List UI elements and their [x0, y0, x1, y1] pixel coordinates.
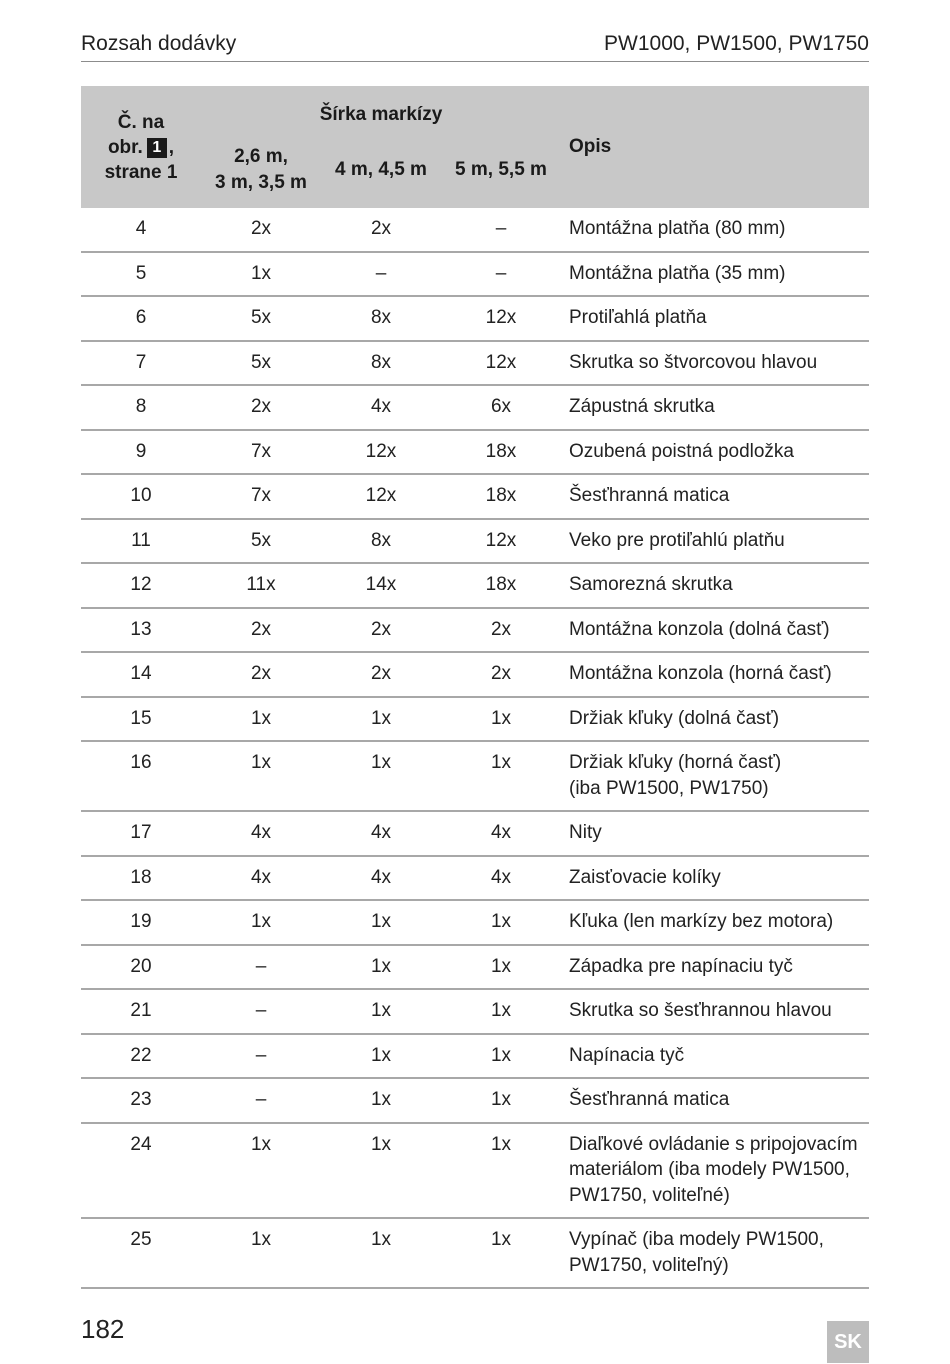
part-number-cell: 12: [81, 563, 201, 608]
quantity-width-1-cell: 5x: [201, 341, 321, 386]
table-row: [81, 811, 869, 856]
description-cell: [561, 741, 869, 811]
quantity-width-3-cell: 1x: [441, 900, 561, 945]
column-header-width-3: 5 m, 5,5 m: [441, 132, 561, 208]
part-number-cell: 5: [81, 252, 201, 297]
part-number-cell: 11: [81, 519, 201, 564]
quantity-width-1-cell: 1x: [201, 1218, 321, 1288]
description-line: Skrutka so šesťhrannou hlavou: [569, 1000, 832, 1021]
quantity-width-1-cell: –: [201, 989, 321, 1034]
part-number-cell: 21: [81, 989, 201, 1034]
table-row: [81, 856, 869, 901]
description-line: Veko pre protiľahlú platňu: [569, 529, 785, 551]
description-line: Nity: [569, 822, 602, 843]
quantity-width-3-cell: 1x: [441, 945, 561, 990]
quantity-width-2-cell: 4x: [321, 856, 441, 901]
quantity-width-3-cell: 12x: [441, 296, 561, 341]
column-group-awning-width: Šírka markízy: [201, 86, 561, 132]
description-line: Šesťhranná matica: [569, 1089, 730, 1110]
description-cell: [561, 208, 869, 252]
part-number-cell: 25: [81, 1218, 201, 1288]
description-cell: [561, 900, 869, 945]
table-row: [81, 341, 869, 386]
table-row: [81, 900, 869, 945]
description-line: Kľuka (len markízy bez motora): [569, 911, 834, 932]
description-cell: [561, 608, 869, 653]
description-line: PW1750, voliteľný): [569, 1254, 729, 1276]
quantity-width-1-cell: 1x: [201, 252, 321, 297]
part-number-cell: 10: [81, 474, 201, 519]
part-number-cell: 17: [81, 811, 201, 856]
part-number-cell: 24: [81, 1123, 201, 1219]
quantity-width-2-cell: 1x: [321, 945, 441, 990]
model-list: PW1000, PW1500, PW1750: [604, 32, 869, 55]
description-cell: [561, 341, 869, 386]
page-number: 182: [81, 1314, 125, 1344]
table-row: [81, 1034, 869, 1079]
description-cell: [561, 652, 869, 697]
table-row: [81, 989, 869, 1034]
quantity-width-2-cell: 8x: [321, 341, 441, 386]
quantity-width-2-cell: 1x: [321, 1034, 441, 1079]
part-number-cell: 4: [81, 208, 201, 252]
part-number-cell: 16: [81, 741, 201, 811]
description-cell: [561, 474, 869, 519]
quantity-width-1-cell: 2x: [201, 608, 321, 653]
parts-table-body: [81, 208, 869, 1288]
table-row: [81, 697, 869, 742]
parts-table: [81, 86, 869, 1289]
part-number-cell: 22: [81, 1034, 201, 1079]
description-line: Ozubená poistná podložka: [569, 440, 794, 462]
description-line: Západka pre napínaciu tyč: [569, 955, 793, 977]
table-row: [81, 1218, 869, 1288]
description-line: Samorezná skrutka: [569, 574, 733, 595]
quantity-width-1-cell: 7x: [201, 474, 321, 519]
description-cell: [561, 811, 869, 856]
quantity-width-3-cell: 2x: [441, 652, 561, 697]
part-number-cell: 6: [81, 296, 201, 341]
table-row: [81, 1078, 869, 1123]
description-cell: [561, 430, 869, 475]
quantity-width-2-cell: 12x: [321, 430, 441, 475]
column-header-description: Opis: [561, 86, 869, 208]
quantity-width-3-cell: 2x: [441, 608, 561, 653]
description-cell: [561, 1218, 869, 1288]
quantity-width-2-cell: 1x: [321, 1078, 441, 1123]
quantity-width-1-cell: 2x: [201, 652, 321, 697]
description-line: Napínacia tyč: [569, 1044, 685, 1066]
quantity-width-3-cell: 18x: [441, 563, 561, 608]
description-cell: [561, 296, 869, 341]
description-line: Šesťhranná matica: [569, 485, 730, 506]
quantity-width-1-cell: 1x: [201, 697, 321, 742]
quantity-width-2-cell: 12x: [321, 474, 441, 519]
quantity-width-1-cell: 4x: [201, 811, 321, 856]
quantity-width-2-cell: 1x: [321, 697, 441, 742]
quantity-width-3-cell: 1x: [441, 989, 561, 1034]
description-cell: [561, 989, 869, 1034]
description-cell: [561, 1123, 869, 1219]
part-number-cell: 19: [81, 900, 201, 945]
description-line: Diaľkové ovládanie s pripojovacím: [569, 1133, 858, 1155]
column-header-width-1: 2,6 m, 3 m, 3,5 m: [201, 132, 321, 208]
quantity-width-1-cell: 5x: [201, 296, 321, 341]
quantity-width-2-cell: 1x: [321, 1123, 441, 1219]
page-header: [81, 28, 869, 62]
figure-reference-badge: 1: [147, 138, 167, 158]
table-row: [81, 652, 869, 697]
quantity-width-2-cell: 8x: [321, 296, 441, 341]
quantity-width-3-cell: 18x: [441, 474, 561, 519]
part-number-cell: 13: [81, 608, 201, 653]
description-cell: [561, 856, 869, 901]
part-number-cell: 15: [81, 697, 201, 742]
description-cell: [561, 697, 869, 742]
description-cell: [561, 252, 869, 297]
table-row: [81, 252, 869, 297]
quantity-width-3-cell: 12x: [441, 519, 561, 564]
quantity-width-2-cell: 8x: [321, 519, 441, 564]
quantity-width-1-cell: –: [201, 1078, 321, 1123]
quantity-width-3-cell: 1x: [441, 741, 561, 811]
quantity-width-3-cell: 12x: [441, 341, 561, 386]
quantity-width-2-cell: 14x: [321, 563, 441, 608]
table-row: [81, 945, 869, 990]
quantity-width-3-cell: 6x: [441, 385, 561, 430]
quantity-width-3-cell: 4x: [441, 811, 561, 856]
part-number-cell: 7: [81, 341, 201, 386]
description-cell: [561, 1078, 869, 1123]
description-line: Držiak kľuky (horná časť): [569, 752, 782, 773]
description-line: Skrutka so štvorcovou hlavou: [569, 351, 818, 373]
table-row: [81, 430, 869, 475]
table-row: [81, 608, 869, 653]
table-row: [81, 474, 869, 519]
quantity-width-2-cell: 4x: [321, 385, 441, 430]
section-title: Rozsah dodávky: [81, 32, 237, 55]
language-badge: SK: [827, 1321, 869, 1363]
description-cell: [561, 563, 869, 608]
quantity-width-1-cell: 7x: [201, 430, 321, 475]
quantity-width-2-cell: 2x: [321, 608, 441, 653]
table-header-row: [81, 86, 869, 132]
table-row: [81, 741, 869, 811]
part-number-cell: 23: [81, 1078, 201, 1123]
table-row: [81, 1123, 869, 1219]
description-line: Vypínač (iba modely PW1500,: [569, 1229, 824, 1250]
quantity-width-2-cell: 4x: [321, 811, 441, 856]
part-number-cell: 8: [81, 385, 201, 430]
quantity-width-1-cell: 1x: [201, 1123, 321, 1219]
quantity-width-2-cell: 1x: [321, 989, 441, 1034]
part-number-cell: 20: [81, 945, 201, 990]
description-cell: [561, 385, 869, 430]
quantity-width-3-cell: –: [441, 252, 561, 297]
description-line: Zaisťovacie kolíky: [569, 866, 721, 888]
quantity-width-2-cell: 2x: [321, 652, 441, 697]
quantity-width-2-cell: 1x: [321, 900, 441, 945]
quantity-width-3-cell: 1x: [441, 1078, 561, 1123]
quantity-width-1-cell: 5x: [201, 519, 321, 564]
description-line: (iba PW1500, PW1750): [569, 777, 769, 799]
quantity-width-2-cell: –: [321, 252, 441, 297]
description-line: Držiak kľuky (dolná časť): [569, 707, 780, 729]
table-row: [81, 296, 869, 341]
description-line: Protiľahlá platňa: [569, 307, 707, 328]
part-number-cell: 9: [81, 430, 201, 475]
description-line: Zápustná skrutka: [569, 396, 715, 417]
table-row: [81, 519, 869, 564]
quantity-width-2-cell: 1x: [321, 1218, 441, 1288]
quantity-width-1-cell: 1x: [201, 741, 321, 811]
table-row: [81, 385, 869, 430]
description-line: PW1750, voliteľné): [569, 1184, 730, 1206]
description-cell: [561, 1034, 869, 1079]
description-line: Montážna konzola (dolná časť): [569, 618, 830, 640]
quantity-width-1-cell: –: [201, 945, 321, 990]
quantity-width-2-cell: 2x: [321, 208, 441, 252]
quantity-width-1-cell: 11x: [201, 563, 321, 608]
description-line: Montážna platňa (35 mm): [569, 262, 786, 284]
quantity-width-2-cell: 1x: [321, 741, 441, 811]
description-line: Montážna platňa (80 mm): [569, 218, 786, 239]
quantity-width-3-cell: 1x: [441, 1034, 561, 1079]
quantity-width-1-cell: 1x: [201, 900, 321, 945]
quantity-width-1-cell: 2x: [201, 385, 321, 430]
description-line: Montážna konzola (horná časť): [569, 663, 832, 684]
quantity-width-3-cell: –: [441, 208, 561, 252]
quantity-width-3-cell: 18x: [441, 430, 561, 475]
quantity-width-3-cell: 1x: [441, 1218, 561, 1288]
quantity-width-3-cell: 1x: [441, 697, 561, 742]
quantity-width-1-cell: 4x: [201, 856, 321, 901]
table-row: [81, 208, 869, 252]
description-cell: [561, 945, 869, 990]
table-row: [81, 563, 869, 608]
column-header-number: Č. na obr. 1 , strane 1: [81, 86, 201, 208]
quantity-width-3-cell: 4x: [441, 856, 561, 901]
part-number-cell: 14: [81, 652, 201, 697]
description-line: materiálom (iba modely PW1500,: [569, 1159, 850, 1180]
quantity-width-1-cell: 2x: [201, 208, 321, 252]
description-cell: [561, 519, 869, 564]
column-header-width-2: 4 m, 4,5 m: [321, 132, 441, 208]
quantity-width-3-cell: 1x: [441, 1123, 561, 1219]
part-number-cell: 18: [81, 856, 201, 901]
quantity-width-1-cell: –: [201, 1034, 321, 1079]
